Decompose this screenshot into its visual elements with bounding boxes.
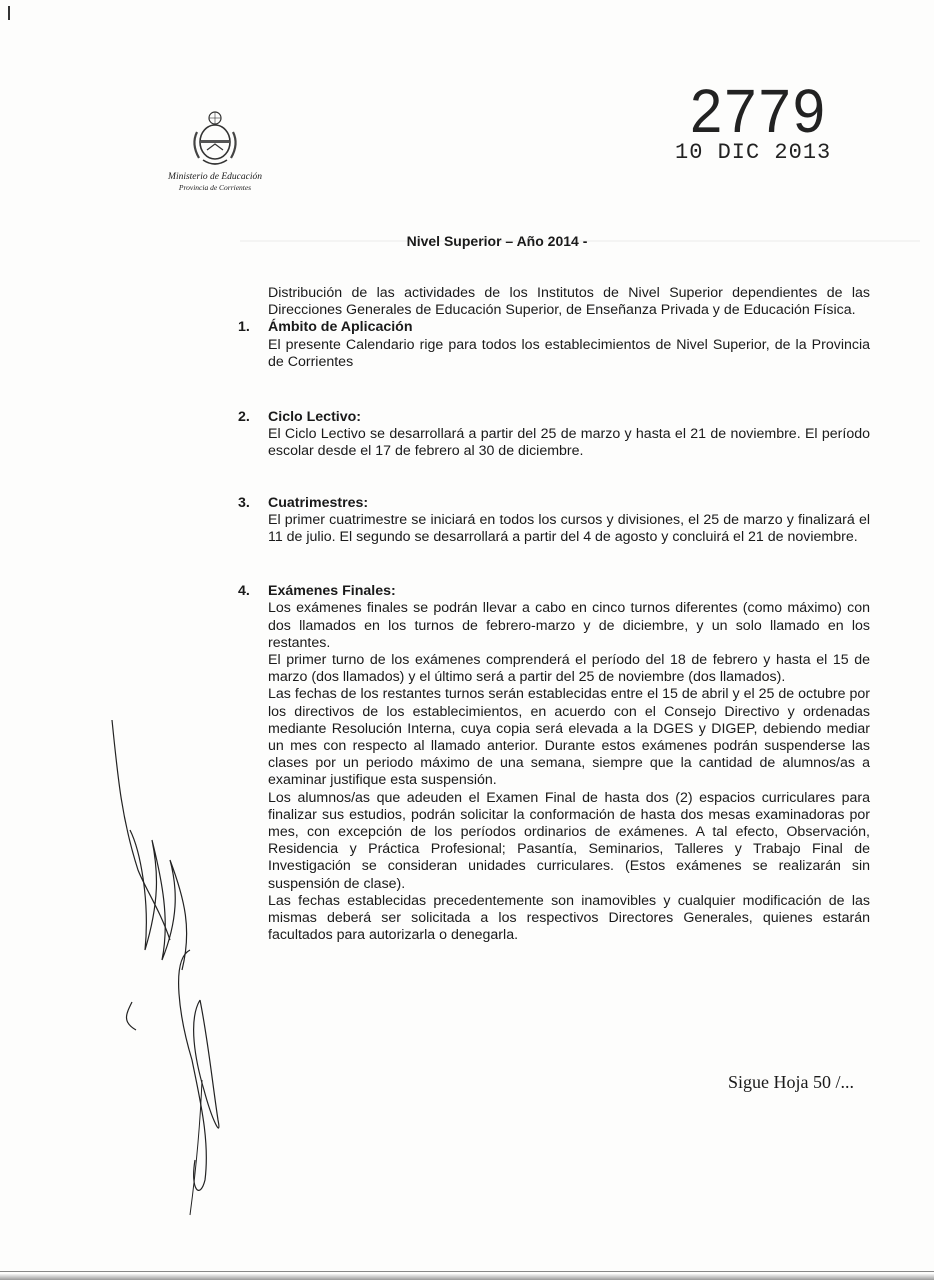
section-number: 4. — [238, 583, 250, 600]
section-title: Cuatrimestres: — [268, 494, 369, 511]
scan-mark — [8, 6, 10, 20]
scan-bottom-line — [0, 1271, 934, 1272]
stamp-date: 10 DIC 2013 — [675, 140, 832, 165]
section-ambito — [238, 319, 870, 371]
page-title: Nivel Superior – Año 2014 - — [406, 233, 588, 249]
coat-of-arms-icon — [189, 110, 241, 170]
document-body — [238, 285, 870, 945]
signature — [100, 700, 240, 1220]
section-number: 2. — [238, 409, 250, 426]
scan-edge — [0, 1274, 934, 1280]
section-title: Ámbito de Aplicación — [268, 319, 413, 336]
province-name: Provincia de Corrientes — [178, 183, 252, 192]
section-number: 3. — [238, 494, 250, 511]
section-cuatrimestres — [238, 494, 870, 547]
section-paragraph: Las fechas de los restantes turnos serán establecidas entre el 15 de abril y el 25 de octubre por los directivos de los establecimientos, en acuerdo con el Consejo Directivo y ordenadas mediante Resolución Interna, cuya copia será elevada a la DGES y DIGEP, debiendo mediar un mes con respecto al llamado anterior. Durante estos exámenes podrán suspenderse las clases por un periodo máximo de una semana, siempre que la cantidad de alumnos/as a examinar justifique esta suspensión. — [268, 686, 870, 789]
section-examenes-finales — [238, 583, 870, 944]
section-paragraph: El primer cuatrimestre se iniciará en todos los cursos y divisiones, el 25 de marzo y finalizará el 11 de julio. El segundo se desarrollará a partir del 4 de agosto y concluirá el 21 de noviembre. — [268, 511, 870, 546]
continuation-note: Sigue Hoja 50 /... — [728, 1072, 854, 1092]
section-title: Exámenes Finales: — [268, 583, 396, 600]
section-paragraph: Los alumnos/as que adeuden el Examen Final de hasta dos (2) espacios curriculares para finalizar sus estudios, podrán solicitar la conformación de hasta dos mesas examinadoras por mes, con excepción de los períodos ordinarios de exámenes. A tal efecto, Observación, Residencia y Práctica Profesional; Pasantía, Seminarios, Talleres y Trabajo Final de Investigación se consideran unidades curriculares. (Estos exámenes se realizarán sin suspensión de clase). — [268, 789, 870, 892]
section-paragraph: El primer turno de los exámenes comprenderá el período del 18 de febrero y hasta el 15 de marzo (dos llamados) y el último será a partir del 25 de noviembre (dos llamados). — [268, 652, 870, 686]
section-title: Ciclo Lectivo: — [268, 409, 362, 426]
ministry-name: Ministerio de Educación — [168, 172, 262, 182]
ministry-header — [150, 110, 280, 192]
section-ciclo-lectivo — [238, 409, 870, 461]
intro-paragraph: Distribución de las actividades de los Institutos de Nivel Superior dependientes de las Direcciones Generales de Educación Superior, de Enseñanza Privada y de Educación Física. — [268, 285, 870, 319]
stamp-number: 2779 — [690, 77, 828, 146]
section-paragraph: Los exámenes finales se podrán llevar a cabo en cinco turnos diferentes (como máximo) con dos llamados en los turnos de febrero-marzo y de diciembre, y un solo llamado en los restantes. — [268, 600, 870, 651]
section-number: 1. — [238, 319, 250, 336]
section-paragraph: Las fechas establecidas precedentemente son inamovibles y cualquier modificación de las mismas deberá ser solicitada a los respectivos Directores Generales, quienes estarán facultados para autorizarla o denegarla. — [268, 892, 870, 944]
section-paragraph: El presente Calendario rige para todos los establecimientos de Nivel Superior, de la Provincia de Corrientes — [268, 336, 870, 370]
section-paragraph: El Ciclo Lectivo se desarrollará a partir del 25 de marzo y hasta el 21 de noviembre. El período escolar desde el 17 de febrero al 30 de diciembre. — [268, 426, 870, 460]
